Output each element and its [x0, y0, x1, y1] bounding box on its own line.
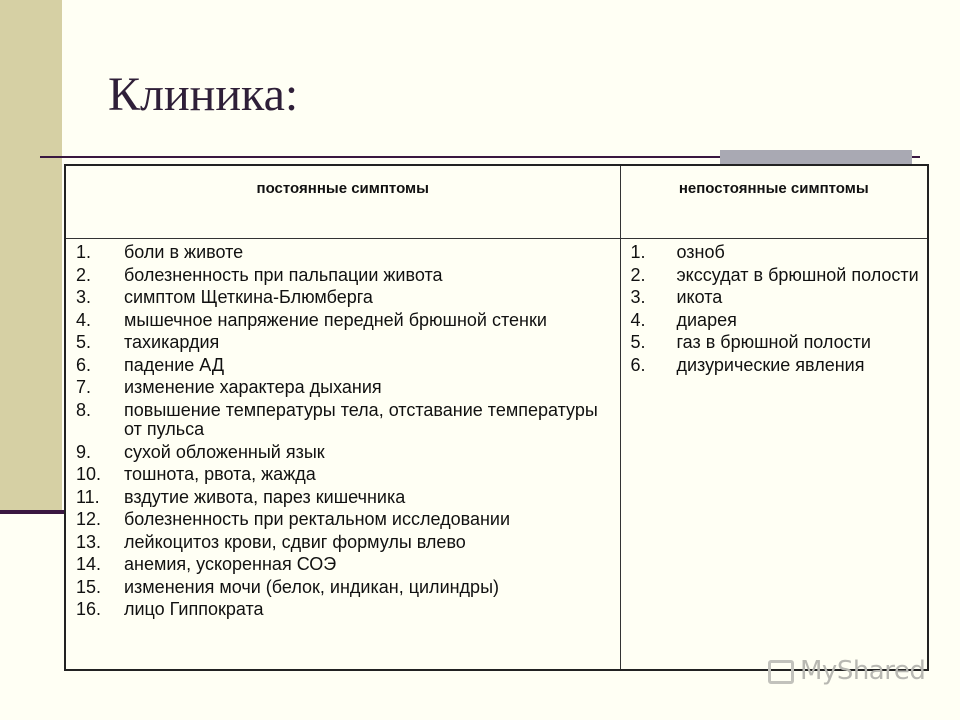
inconstant-symptom-item-number: 4.	[630, 309, 646, 330]
inconstant-symptom-item-number: 3.	[630, 287, 646, 307]
constant-symptom-item-number: 5.	[76, 332, 92, 352]
inconstant-symptom-item-text: экссудат в брюшной полости	[676, 264, 919, 285]
inconstant-symptom-item	[621, 243, 928, 263]
constant-symptom-item	[66, 600, 620, 620]
constant-symptom-item-number: 12.	[76, 509, 102, 529]
constant-symptom-item-number: 3.	[76, 287, 92, 307]
watermark: MyShared	[800, 656, 926, 686]
inconstant-symptom-item	[621, 333, 928, 353]
constant-symptom-item-number: 9.	[76, 441, 92, 462]
constant-symptom-item-text: вздутие живота, парез кишечника	[124, 486, 406, 507]
inconstant-symptom-item-number: 2.	[630, 264, 646, 285]
header-inconstant: непостоянные симптомы	[620, 165, 928, 239]
constant-symptom-item-text: боли в животе	[124, 242, 244, 262]
constant-symptom-item	[66, 288, 620, 308]
slide-title: Клиника:	[108, 68, 299, 121]
constant-symptom-item-number: 14.	[76, 554, 102, 574]
constant-symptom-item	[66, 333, 620, 353]
inconstant-symptom-item-number: 5.	[630, 332, 646, 352]
constant-cell	[65, 239, 620, 671]
side-decor-band	[0, 0, 62, 512]
constant-symptom-item-text: болезненность при пальпации живота	[124, 264, 443, 285]
constant-symptom-item	[66, 465, 620, 485]
constant-symptom-item	[66, 555, 620, 575]
symptoms-table	[64, 164, 929, 671]
constant-symptom-item-number: 6.	[76, 354, 92, 375]
constant-symptom-item	[66, 378, 620, 398]
constant-symptom-item-number: 10.	[76, 464, 102, 484]
constant-symptom-item	[66, 443, 620, 463]
constant-symptom-item-text: изменение характера дыхания	[124, 377, 382, 397]
constant-symptom-item-number: 13.	[76, 531, 102, 552]
constant-symptom-item-text: мышечное напряжение передней брюшной стенки	[124, 309, 547, 330]
constant-symptom-item-text: изменения мочи (белок, индикан, цилиндры)	[124, 576, 500, 597]
constant-symptom-item-text: анемия, ускоренная СОЭ	[124, 554, 337, 574]
constant-symptom-item-text: повышение температуры тела, отставание температуры от пульса	[124, 399, 598, 439]
inconstant-symptom-item-text: газ в брюшной полости	[676, 332, 871, 352]
constant-symptom-item-text: тошнота, рвота, жажда	[124, 464, 316, 484]
inconstant-symptom-item	[621, 311, 928, 331]
inconstant-symptom-item	[621, 266, 928, 286]
constant-symptom-item	[66, 243, 620, 263]
constant-list	[66, 239, 620, 620]
constant-symptom-item-text: сухой обложенный язык	[124, 441, 325, 462]
side-decor-rule	[0, 510, 65, 514]
constant-symptom-item	[66, 533, 620, 553]
constant-symptom-item	[66, 401, 620, 440]
constant-symptom-item-text: лицо Гиппократа	[124, 599, 264, 619]
constant-symptom-item-text: болезненность при ректальном исследовании	[124, 509, 511, 529]
constant-symptom-item-number: 16.	[76, 599, 102, 619]
constant-symptom-item-number: 15.	[76, 576, 102, 597]
decor-gray-bar	[720, 150, 912, 164]
constant-symptom-item-number: 8.	[76, 399, 92, 420]
constant-symptom-item	[66, 488, 620, 508]
constant-symptom-item	[66, 266, 620, 286]
constant-symptom-item-text: лейкоцитоз крови, сдвиг формулы влево	[124, 531, 466, 552]
inconstant-symptom-item-number: 1.	[630, 242, 646, 262]
constant-symptom-item-number: 4.	[76, 309, 92, 330]
inconstant-symptom-item-text: икота	[676, 287, 723, 307]
constant-symptom-item-number: 7.	[76, 377, 92, 397]
inconstant-symptom-item-number: 6.	[630, 354, 646, 375]
constant-symptom-item	[66, 356, 620, 376]
constant-symptom-item-number: 1.	[76, 242, 92, 262]
constant-symptom-item	[66, 510, 620, 530]
inconstant-symptom-item-text: диарея	[676, 309, 737, 330]
constant-symptom-item-number: 11.	[76, 486, 100, 507]
constant-symptom-item-text: падение АД	[124, 354, 225, 375]
inconstant-symptom-item-text: озноб	[676, 242, 725, 262]
constant-symptom-item	[66, 311, 620, 331]
constant-symptom-item-text: тахикардия	[124, 332, 220, 352]
inconstant-symptom-item	[621, 288, 928, 308]
inconstant-list	[621, 239, 928, 375]
header-constant: постоянные симптомы	[65, 165, 620, 239]
inconstant-symptom-item-text: дизурические явления	[676, 354, 865, 375]
inconstant-cell	[620, 239, 928, 671]
inconstant-symptom-item	[621, 356, 928, 376]
constant-symptom-item-number: 2.	[76, 264, 92, 285]
constant-symptom-item	[66, 578, 620, 598]
constant-symptom-item-text: симптом Щеткина-Блюмберга	[124, 287, 373, 307]
